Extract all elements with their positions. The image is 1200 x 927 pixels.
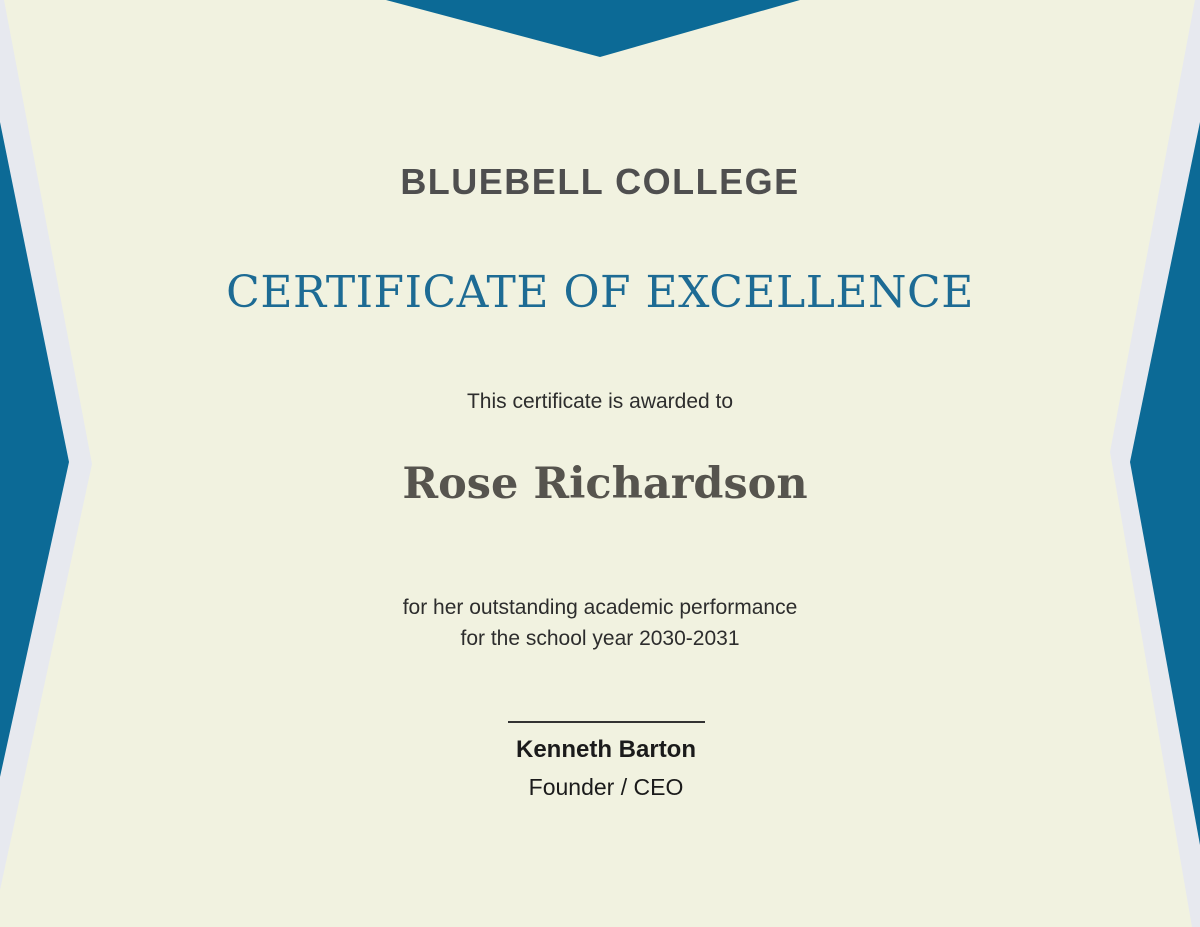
signatory-title: Founder / CEO	[528, 774, 684, 800]
organization-name: BLUEBELL COLLEGE	[400, 161, 800, 202]
award-description	[0, 592, 1200, 654]
award-description-line-2: for the school year 2030-2031	[460, 627, 740, 650]
certificate-title: CERTIFICATE OF EXCELLENCE	[226, 267, 974, 318]
signatory-name: Kenneth Barton	[516, 736, 696, 763]
award-description-line-1: for her outstanding academic performance	[402, 596, 798, 619]
signature-line	[508, 721, 705, 723]
recipient-name: Rose Richardson	[402, 459, 808, 509]
award-intro-text: This certificate is awarded to	[466, 390, 734, 413]
